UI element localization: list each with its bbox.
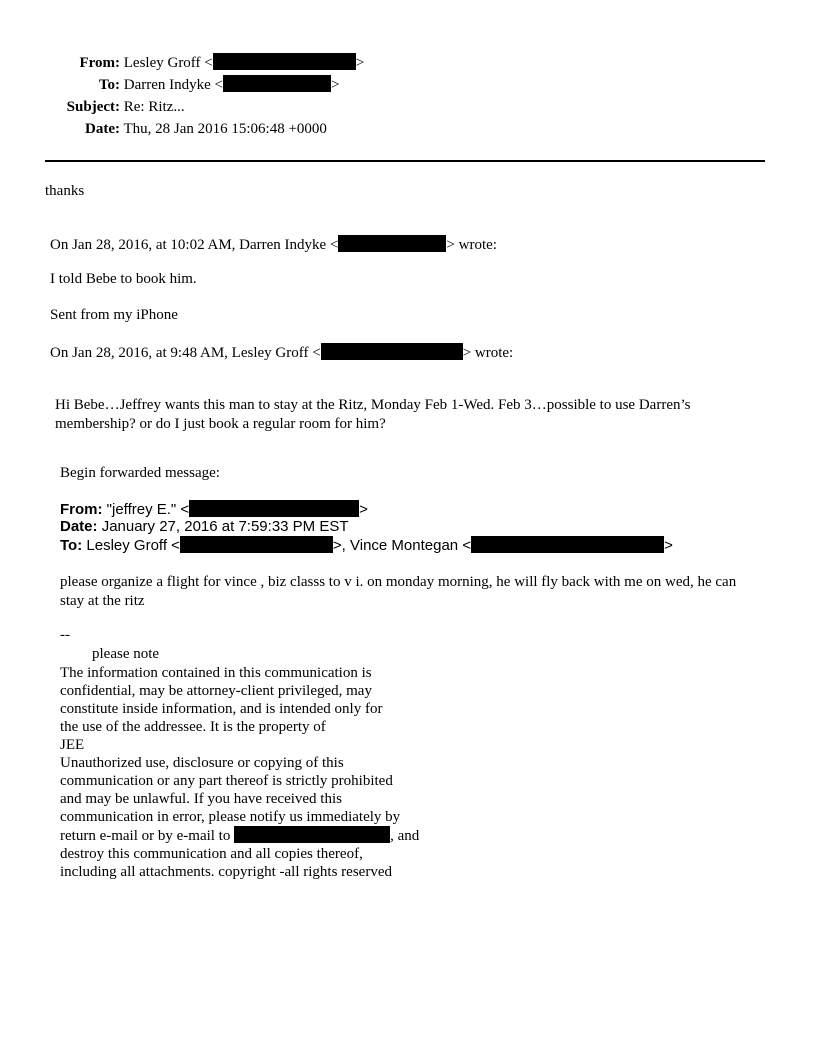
disclaimer-line: confidential, may be attorney-client privileged, may	[60, 683, 372, 699]
quote2-suffix: > wrote:	[462, 345, 514, 361]
fwd-date-value: January 27, 2016 at 7:59:33 PM EST	[101, 518, 349, 535]
redaction-bar	[213, 53, 356, 70]
date-label: Date:	[85, 121, 120, 137]
close-bracket: >	[359, 501, 368, 518]
quote1-line1: I told Bebe to book him.	[50, 271, 197, 287]
header-divider	[45, 160, 765, 162]
close-bracket: >	[355, 55, 365, 71]
forwarded-intro: Begin forwarded message:	[60, 465, 220, 481]
header-date-row	[0, 118, 327, 140]
fwd-to-label: To:	[60, 537, 83, 554]
quote2-attribution	[50, 343, 513, 362]
fwd-date-label: Date:	[60, 518, 98, 535]
disclaimer-block	[60, 664, 460, 881]
disclaimer-line: Unauthorized use, disclosure or copying of this	[60, 755, 344, 771]
redaction-bar	[189, 500, 359, 517]
fwd-message: please organize a flight for vince , biz classs to v i. on monday morning, he will fly back with me on wed, he can stay at the ritz	[60, 574, 737, 609]
fwd-from-value: "jeffrey E." <	[106, 501, 190, 518]
disclaimer-line: constitute inside information, and is intended only for	[60, 701, 383, 717]
disclaimer-line: and may be unlawful. If you have received this	[60, 791, 342, 807]
disclaimer-line: including all attachments. copyright -all rights reserved	[60, 864, 392, 880]
disclaimer-email-line	[60, 826, 460, 845]
quote1-attribution	[50, 235, 497, 254]
quote1-suffix: > wrote:	[446, 237, 497, 253]
reply-text: thanks	[45, 183, 85, 199]
subject-label: Subject:	[66, 99, 120, 115]
fwd-from-row	[60, 500, 368, 518]
redaction-bar	[338, 235, 446, 252]
disclaimer-line: communication or any part thereof is strictly prohibited	[60, 773, 393, 789]
email-prefix: return e-mail or by e-mail to	[60, 828, 235, 844]
disclaimer-line: communication in error, please notify us immediately by	[60, 809, 401, 825]
header-subject-row	[0, 96, 185, 118]
fwd-to-row	[60, 536, 673, 554]
close-bracket: >	[664, 537, 673, 554]
signature-dashes: --	[60, 627, 70, 643]
disclaimer-line: the use of the addressee. It is the property of	[60, 719, 326, 735]
signature-note: please note	[92, 646, 160, 662]
fwd-from-label: From:	[60, 501, 103, 518]
disclaimer-line: destroy this communication and all copies thereof,	[60, 846, 363, 862]
to-value: Darren Indyke <	[123, 77, 224, 93]
from-label: From:	[79, 55, 120, 71]
disclaimer-line: JEE	[60, 737, 85, 753]
quote2-message: Hi Bebe…Jeffrey wants this man to stay at the Ritz, Monday Feb 1-Wed. Feb 3…possible to use Darren’s membership? or do I just book a regular room for him?	[55, 397, 691, 432]
quote1-line2: Sent from my iPhone	[50, 307, 178, 323]
fwd-date-row	[60, 518, 349, 535]
redaction-bar	[223, 75, 331, 92]
quote2-prefix: On Jan 28, 2016, at 9:48 AM, Lesley Groff <	[50, 345, 321, 361]
disclaimer-line: The information contained in this communication is	[60, 665, 372, 681]
date-value: Thu, 28 Jan 2016 15:06:48 +0000	[123, 121, 327, 137]
redaction-bar	[234, 826, 390, 843]
subject-value: Re: Ritz...	[123, 99, 185, 115]
redaction-bar	[321, 343, 463, 360]
header-from-row	[0, 52, 364, 74]
close-bracket: >	[331, 77, 340, 93]
quote1-prefix: On Jan 28, 2016, at 10:02 AM, Darren Indyke <	[50, 237, 339, 253]
redaction-bar	[471, 536, 664, 553]
to-label: To:	[98, 77, 120, 93]
header-to-row	[0, 74, 339, 96]
from-value: Lesley Groff <	[123, 55, 213, 71]
email-suffix: , and	[390, 828, 420, 844]
redaction-bar	[180, 536, 333, 553]
fwd-to-separator: >, Vince Montegan <	[332, 537, 472, 554]
fwd-to-value: Lesley Groff <	[86, 537, 180, 554]
